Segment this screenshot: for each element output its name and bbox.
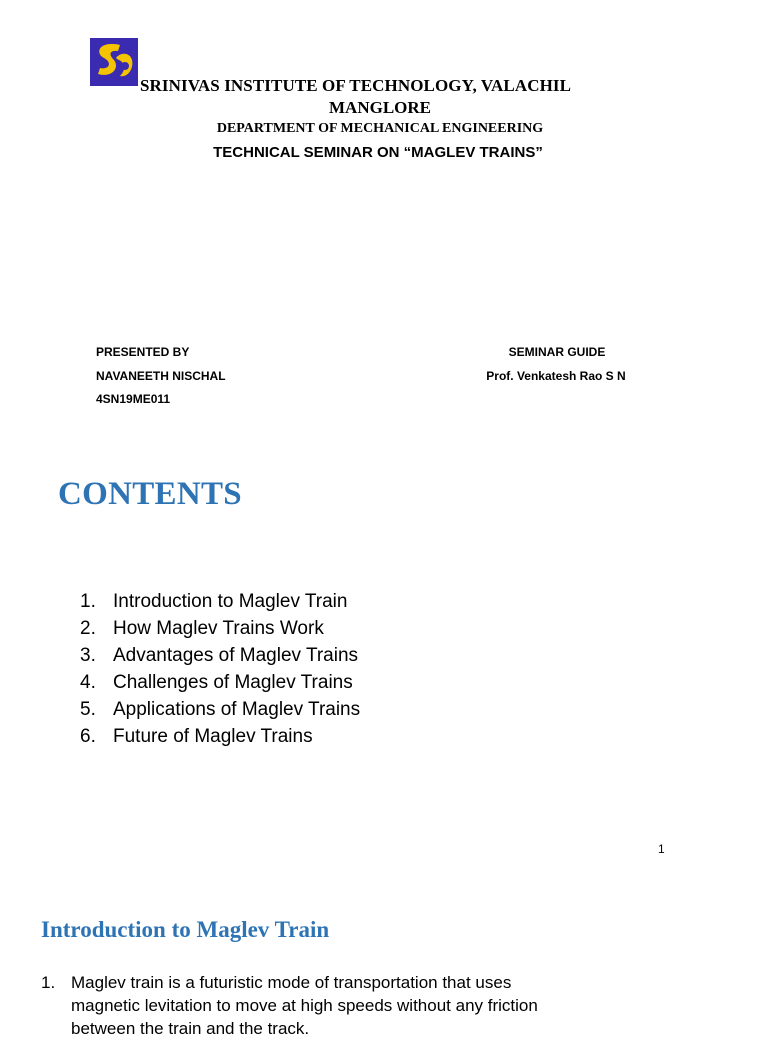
presenter-usn: 4SN19ME011 — [96, 392, 171, 406]
contents-item-number: 6. — [80, 726, 96, 747]
institute-logo-mark — [90, 38, 138, 86]
contents-item — [80, 615, 360, 642]
intro-paragraph — [41, 971, 601, 1040]
contents-item-text: Challenges of Maglev Trains — [113, 672, 353, 693]
contents-item-number: 1. — [80, 591, 96, 612]
contents-item — [80, 642, 360, 669]
institute-logo — [90, 38, 138, 86]
seminar-guide-name: Prof. Venkatesh Rao S N — [486, 369, 626, 383]
intro-heading: Introduction to Maglev Train — [41, 917, 330, 942]
contents-item-text: Advantages of Maglev Trains — [113, 645, 359, 666]
intro-line-1: Maglev train is a futuristic mode of transportation that uses — [71, 973, 512, 992]
intro-item-text — [71, 971, 601, 1040]
presenter-name: NAVANEETH NISCHAL — [96, 369, 226, 383]
contents-item — [80, 669, 360, 696]
contents-item-text: Future of Maglev Trains — [113, 726, 313, 747]
contents-item-number: 5. — [80, 699, 96, 720]
contents-list — [80, 588, 360, 750]
contents-heading: CONTENTS — [58, 476, 242, 512]
contents-item-number: 3. — [80, 645, 96, 666]
intro-item-number: 1. — [41, 973, 56, 992]
institute-name-line1: SRINIVAS INSTITUTE OF TECHNOLOGY, VALACHIL — [140, 76, 572, 95]
contents-item-text: Applications of Maglev Trains — [113, 699, 361, 720]
contents-item-text: Introduction to Maglev Train — [113, 591, 348, 612]
contents-item — [80, 696, 360, 723]
contents-item — [80, 723, 360, 750]
department-name: DEPARTMENT OF MECHANICAL ENGINEERING — [216, 121, 544, 136]
presented-by-label: PRESENTED BY — [96, 345, 190, 359]
seminar-guide-label: SEMINAR GUIDE — [508, 345, 606, 359]
contents-item-number: 4. — [80, 672, 96, 693]
contents-item — [80, 588, 360, 615]
intro-line-2: magnetic levitation to move at high speeds without any friction — [71, 996, 538, 1015]
intro-line-3: between the train and the track. — [71, 1019, 310, 1038]
contents-item-number: 2. — [80, 618, 96, 639]
institute-name-line2: MANGLORE — [329, 98, 431, 117]
page-number: 1 — [658, 842, 665, 856]
seminar-title: TECHNICAL SEMINAR ON “MAGLEV TRAINS” — [213, 144, 543, 161]
contents-item-text: How Maglev Trains Work — [113, 618, 324, 639]
